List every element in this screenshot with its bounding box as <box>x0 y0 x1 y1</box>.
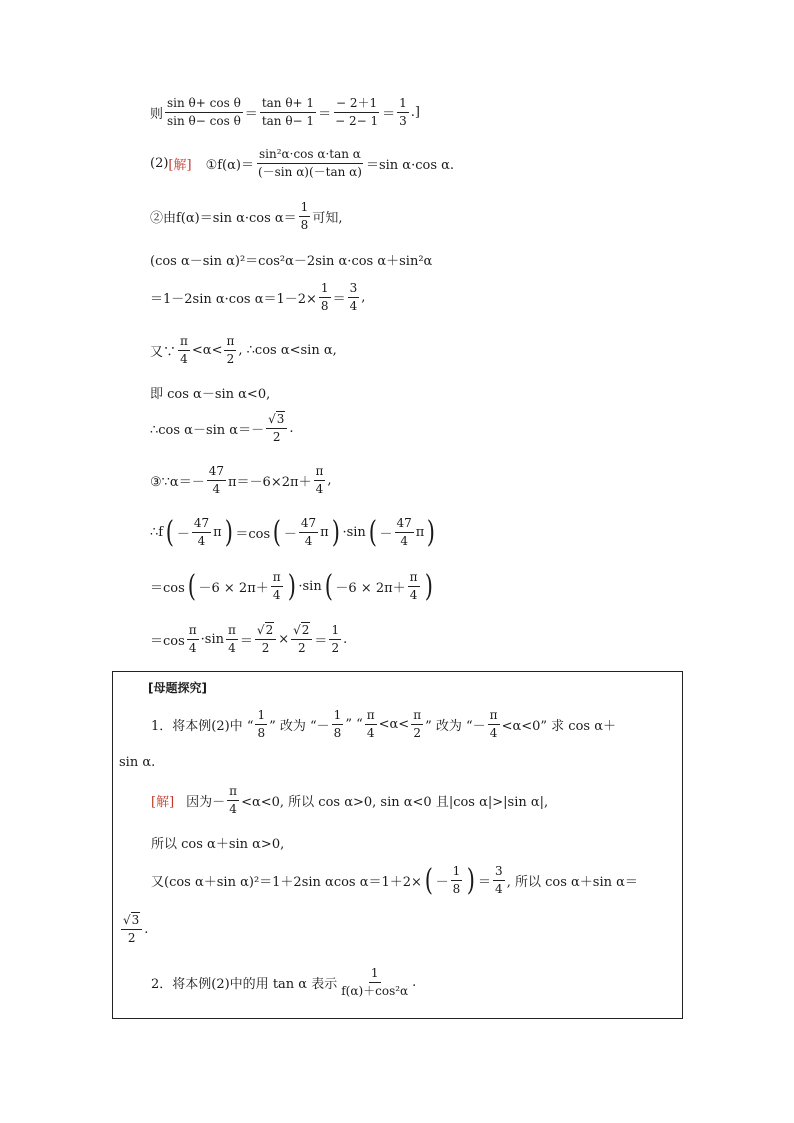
fraction: π 4 <box>366 708 375 740</box>
fraction: sin θ+ cos θ sin θ− cos θ <box>167 96 241 128</box>
fraction: tan θ+ 1 tan θ− 1 <box>261 96 315 128</box>
explore-title: [母题探究] <box>148 681 207 695</box>
fraction: √ 2 2 <box>255 622 276 656</box>
text: 则 <box>150 107 164 122</box>
answer-1-line-4: √ 3 2 . <box>123 913 149 945</box>
line-alpha: ③∵α＝－ 47 4 π＝－6×2π＋ π 4 , <box>150 464 332 496</box>
fraction: 47 4 <box>208 464 224 496</box>
fraction: π 4 <box>229 784 238 816</box>
question-2: 2．将本例(2)中的用 tan α 表示 1 f(α)＋cos²α . <box>151 966 417 998</box>
fraction: 1 2 <box>331 622 340 655</box>
fraction: $\frac{1}{8}$ <box>320 281 329 313</box>
solution-tag: [解] <box>168 158 192 173</box>
fraction: π 4 <box>409 570 418 602</box>
question-1-cont: sin α. <box>119 755 156 770</box>
fraction: π 2 <box>413 708 422 740</box>
fraction: √ 3 2 <box>266 411 287 445</box>
fraction: 1 8 <box>333 708 342 740</box>
fraction: 1 8 <box>257 708 266 740</box>
answer-1-line-3: 又(cos α＋sin α)²＝1＋2sin αcos α＝1＋2× ( － 1 8 ) ＝ 3 4 , 所以 cos α＋sin α＝ <box>151 862 638 898</box>
line-final: ＝cos π 4 ·sin π 4 ＝ √ 2 2 × √ 2 2 ＝ 1 2 . <box>150 622 348 655</box>
fraction: 1 3 <box>399 96 407 128</box>
line-reduce: ＝cos ( －6 × 2π＋ π 4 ) ·sin ( －6 × 2π＋ π 4 ) <box>150 568 433 604</box>
fraction: π 4 <box>188 622 197 655</box>
fraction: 1 8 <box>300 200 309 232</box>
fraction: 3 4 <box>495 864 503 896</box>
fraction: 47 4 <box>300 516 317 548</box>
fraction: 47 4 <box>396 516 412 548</box>
line-range: 又∵ π 4 <α< π 2 , ∴cos α<sin α, <box>150 334 337 366</box>
answer-1-line-2: 所以 cos α＋sin α>0, <box>151 837 285 852</box>
fraction: π 4 <box>228 622 236 655</box>
fraction: π 4 <box>315 464 324 496</box>
line-part2: (2) [解] ①f(α)＝ sin²α·cos α·tan α (－sin α)(－tan α) ＝sin α·cos α. <box>150 147 455 179</box>
fraction: π 4 <box>180 334 188 366</box>
line-f-value: ∴f ( － 47 4 π ) ＝cos ( － 47 4 π ) ·sin ( － 47 4 π ) <box>150 514 436 550</box>
fraction: √ 3 2 <box>121 912 142 946</box>
line-square: (cos α－sin α)²＝cos²α－2sin α·cos α＋sin²α <box>150 254 433 269</box>
fraction: 47 4 <box>193 516 210 548</box>
fraction: sin²α·cos α·tan α (－sin α)(－tan α) <box>257 147 362 179</box>
fraction: π 2 <box>226 334 235 366</box>
line-ratio: 则 sin θ+ cos θ sin θ− cos θ ＝ tan θ+ 1 tan θ− 1 ＝ − 2＋1 − 2− 1 ＝ 1 3 .] <box>150 96 420 128</box>
line-sign: 即 cos α－sin α<0, <box>150 387 271 402</box>
line-expand: ＝1－2sin α·cos α＝1－2× $\frac{1}{8}$ ＝ 3 4 , <box>150 281 366 313</box>
fraction: − 2＋1 − 2− 1 <box>335 96 379 128</box>
fraction: 3 4 <box>349 281 358 313</box>
explore-box <box>112 671 683 1019</box>
fraction: 1 f(α)＋cos²α <box>341 966 409 998</box>
answer-1-line-1: [解] 因为－ π 4 <α<0, 所以 cos α>0, sin α<0 且|cos α|>|sin α|, <box>151 784 549 816</box>
fraction: π 4 <box>489 708 498 740</box>
line-result: ∴cos α－sin α＝－ √ 3 2 . <box>150 412 294 444</box>
line-given: ②由f(α)＝sin α·cos α＝ 1 8 可知, <box>150 200 343 232</box>
fraction: π 4 <box>272 570 281 602</box>
fraction: √ 2 2 <box>291 622 312 656</box>
fraction: 1 8 <box>452 864 461 896</box>
solution-tag: [解] <box>151 795 175 810</box>
question-1: 1．将本例(2)中 “ 1 8 ” 改为 “－ 1 8 ” “ π 4 <α< π 2 ” 改为 “－ π 4 <α<0” 求 cos α＋ <box>151 708 616 740</box>
